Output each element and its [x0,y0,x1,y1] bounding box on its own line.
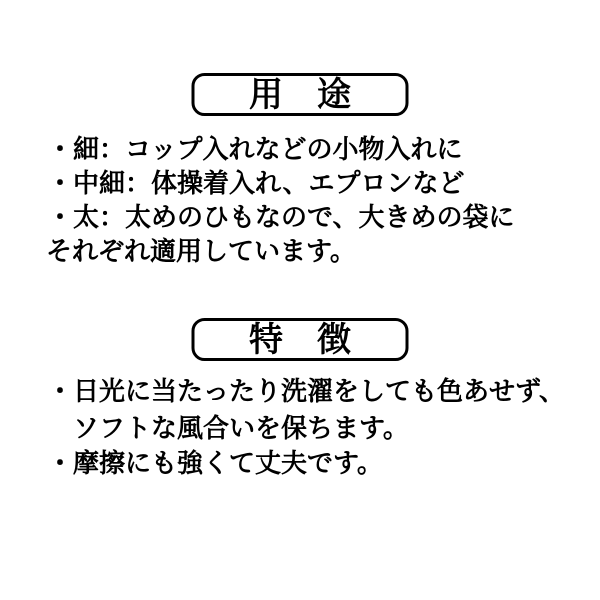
usage-section-title-box [192,73,409,116]
features-bullet-line-colorfast: ・日光に当たったり洗濯をしても色あせず、 [47,376,565,406]
usage-section-title: 用 途 [249,75,351,114]
usage-bullet-line-thin: ・細：コップ入れなどの小物入れに [47,134,463,164]
features-bullet-line-durable: ・摩擦にも強くて丈夫です。 [47,448,383,478]
features-section-title-box [192,318,409,361]
features-section-title: 特 徴 [249,320,351,359]
usage-bullet-line-medium: ・中細：体操着入れ、エプロンなど [47,168,465,198]
usage-bullet-line-thick: ・太：太めのひもなので、大きめの袋に [47,202,515,232]
usage-wrap-line: それぞれ適用しています。 [46,236,356,266]
features-wrap-line-soft-texture: ソフトな風合いを保ちます。 [73,413,409,443]
